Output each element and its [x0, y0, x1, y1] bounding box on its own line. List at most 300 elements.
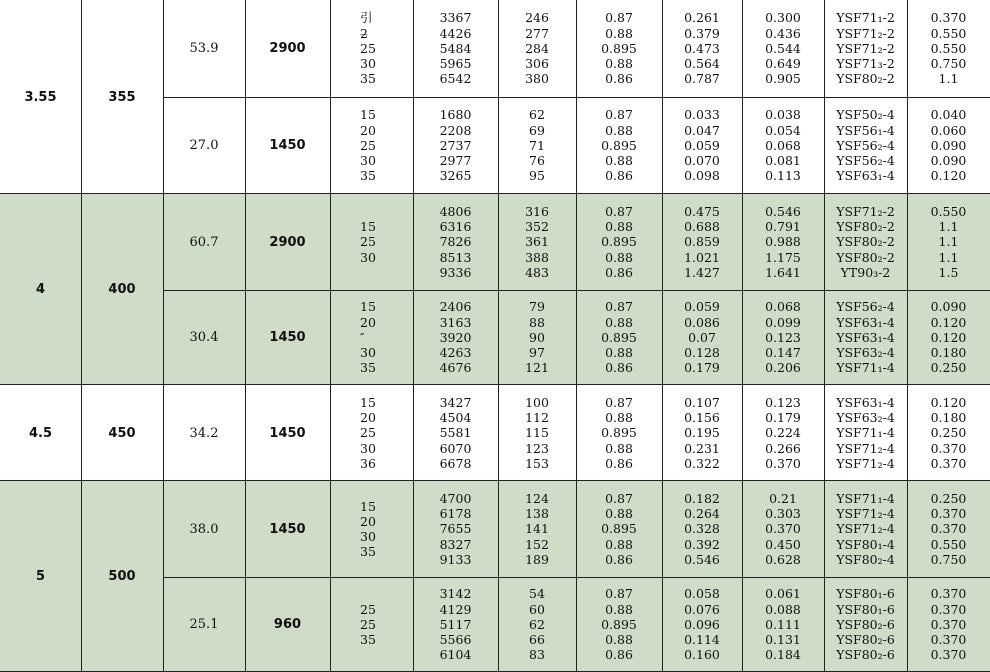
efficiency-values-line: 0.88: [605, 122, 633, 138]
motor-model-values-line: YSF80₁-6: [836, 586, 895, 602]
efficiency-values-line: 0.895: [601, 137, 637, 153]
shaft-power-values-line: 0.328: [684, 521, 720, 537]
efficiency-values-line: 0.86: [605, 168, 633, 184]
motor-model-values-line: YSF80₂-2: [836, 71, 895, 87]
efficiency-values-line: 0.88: [605, 440, 633, 456]
efficiency-values-line: 0.87: [605, 394, 633, 410]
blade-angles-line: 20: [360, 513, 376, 529]
pressure-values-line: 153: [525, 455, 549, 471]
shaft-power-values-line: 0.264: [684, 506, 720, 522]
pressure-values-line: 138: [525, 506, 549, 522]
blade-angles-line: 20: [360, 314, 376, 330]
motor-power-values: [907, 290, 990, 385]
efficiency-values-line: 0.86: [605, 647, 633, 663]
motor-power-values-line: 0.550: [930, 40, 967, 56]
shaft-power-values: [662, 577, 742, 672]
required-power-values: [742, 577, 824, 672]
pressure-values-line: 79: [529, 299, 545, 315]
motor-model-values-line: YSF80₁-4: [836, 536, 895, 552]
column-divider: [742, 0, 743, 194]
pressure-values-line: 112: [525, 410, 549, 426]
required-power-values-line: 0.300: [765, 10, 801, 26]
column-divider: [576, 0, 577, 194]
efficiency-values-line: 0.88: [605, 153, 633, 169]
airflow-values-line: 6104: [439, 647, 472, 663]
pressure-values-line: 62: [529, 616, 545, 632]
column-divider: [907, 0, 908, 194]
shaft-power-values: [662, 481, 742, 577]
column-divider: [662, 481, 663, 672]
blade-angles-line: 15: [360, 219, 376, 235]
motor-power-values-line: 0.250: [930, 425, 967, 441]
efficiency-values: [576, 290, 662, 385]
speed-value: 960: [273, 617, 302, 632]
motor-model-values-line: YSF71₂-4: [836, 440, 895, 456]
efficiency-values: [576, 385, 662, 481]
column-divider: [81, 481, 82, 672]
required-power-values-line: 0.988: [765, 234, 801, 250]
blade-angles-line: 20: [360, 410, 376, 426]
blade-angles-line: 30: [360, 153, 376, 169]
motor-power-values-line: 0.370: [930, 601, 967, 617]
required-power-values-line: 0.546: [765, 203, 801, 219]
efficiency-values-line: 0.88: [605, 506, 633, 522]
airflow-values: [413, 97, 498, 194]
airflow-values: [413, 0, 498, 97]
efficiency-values-line: 0.86: [605, 264, 633, 280]
motor-model-values: [824, 290, 907, 385]
efficiency-values-line: 0.895: [601, 425, 637, 441]
efficiency-values-line: 0.895: [601, 234, 637, 250]
column-divider: [662, 0, 663, 194]
airflow-values-line: 6542: [439, 71, 472, 87]
motor-model-values: [824, 194, 907, 290]
table-group: [0, 0, 990, 194]
motor-model-values-line: YSF56₂-4: [836, 153, 895, 169]
required-power-values-line: 0.179: [765, 410, 801, 426]
column-divider: [163, 385, 164, 481]
required-power-values-line: 0.123: [765, 394, 801, 410]
impeller-diameter: 4.5: [28, 425, 53, 441]
impeller-diameter: 4: [35, 282, 46, 297]
motor-power-values-line: 0.370: [930, 616, 967, 632]
speed-value: 2900: [269, 234, 306, 250]
airflow-values-line: 3367: [439, 10, 472, 26]
pressure-values-line: 115: [525, 425, 549, 441]
column-divider: [576, 481, 577, 672]
table-group: [0, 194, 990, 385]
blade-angles-line: 35: [360, 168, 376, 184]
shaft-power-values-line: 0.231: [684, 440, 720, 456]
airflow-values-line: 6070: [439, 440, 472, 456]
column-divider: [907, 385, 908, 481]
shaft-power-values-line: 1.021: [684, 249, 720, 265]
column-divider: [907, 194, 908, 385]
column-divider: [498, 481, 499, 672]
required-power-values-line: 0.370: [765, 521, 801, 537]
fan-size: 355: [108, 89, 136, 105]
speed-value: 1450: [269, 138, 306, 153]
efficiency-values-line: 0.88: [605, 314, 633, 330]
blade-angles-line: 25: [360, 425, 376, 441]
motor-model-values-line: YSF80₂-6: [836, 647, 895, 663]
efficiency-values-line: 0.88: [605, 25, 633, 41]
shaft-power-values: [662, 97, 742, 194]
motor-power-values-line: 1.1: [938, 71, 959, 87]
pressure-values-line: 352: [525, 219, 549, 235]
shaft-power-values-line: 0.475: [684, 203, 720, 219]
required-power-values: [742, 97, 824, 194]
airflow-values-line: 8513: [439, 249, 472, 265]
motor-model-values-line: YSF71₂-4: [836, 455, 895, 471]
airflow-values: [413, 577, 498, 672]
motor-power-values: [907, 97, 990, 194]
airflow-values-line: 3142: [439, 586, 472, 602]
motor-model-values-line: YSF71₁-4: [836, 425, 895, 441]
efficiency-values-line: 0.86: [605, 551, 633, 567]
blade-angles-line: 35: [360, 71, 376, 87]
airflow-values-line: 1680: [439, 107, 472, 123]
motor-power-values: [907, 0, 990, 97]
motor-power-values-line: 0.370: [930, 506, 967, 522]
motor-power-values-line: 0.370: [930, 632, 967, 648]
required-power-values-line: 0.266: [765, 440, 801, 456]
pressure-values-line: 76: [529, 153, 545, 169]
efficiency-values-line: 0.88: [605, 249, 633, 265]
efficiency-values-line: 0.87: [605, 107, 633, 123]
blade-angles: [360, 481, 413, 577]
motor-model-values-line: YSF63₁-4: [836, 394, 895, 410]
airflow-values: [413, 481, 498, 577]
airflow-values-line: 5965: [439, 56, 472, 72]
motor-model-values: [824, 481, 907, 577]
required-power-values-line: 0.061: [765, 586, 801, 602]
airflow-values-line: 6678: [439, 455, 472, 471]
pressure-values-line: 66: [529, 632, 545, 648]
motor-power-values-line: 0.120: [930, 329, 967, 345]
required-power-values-line: 0.370: [765, 455, 801, 471]
shaft-power-values-line: 0.546: [684, 551, 720, 567]
required-power-values-line: 0.081: [765, 153, 801, 169]
required-power-values-line: 0.303: [765, 506, 801, 522]
blade-angles-line: 35: [360, 544, 376, 560]
airflow-values-line: 8327: [439, 536, 472, 552]
pressure-values-line: 483: [525, 264, 549, 280]
efficiency-values-line: 0.895: [601, 40, 637, 56]
required-power-values-line: 0.123: [765, 329, 801, 345]
pressure-values-line: 189: [525, 551, 549, 567]
motor-model-values-line: YSF71₂-4: [836, 506, 895, 522]
column-divider: [163, 194, 164, 385]
motor-power-values-line: 0.550: [930, 536, 967, 552]
required-power-values-line: 0.038: [765, 107, 801, 123]
efficiency-values: [576, 577, 662, 672]
motor-model-values-line: YSF71₁-4: [836, 490, 895, 506]
pressure-values: [498, 194, 576, 290]
required-power-values-line: 1.641: [765, 264, 801, 280]
shaft-power-values-line: 0.182: [684, 490, 720, 506]
airflow-values: [413, 385, 498, 481]
motor-model-values-line: YSF63₂-4: [836, 345, 895, 361]
shaft-power-values-line: 0.033: [684, 107, 720, 123]
efficiency-values: [576, 97, 662, 194]
column-divider: [245, 385, 246, 481]
column-divider: [330, 385, 331, 481]
airflow-values-line: 4263: [439, 345, 472, 361]
efficiency-values-line: 0.88: [605, 410, 633, 426]
required-power-values-line: 0.147: [765, 345, 801, 361]
column-divider: [330, 481, 331, 672]
pressure-values-line: 71: [529, 137, 545, 153]
blade-angles-line: 30: [360, 345, 376, 361]
airflow-values-line: 6178: [439, 506, 472, 522]
motor-power-values-line: 0.180: [930, 410, 967, 426]
efficiency-values: [576, 481, 662, 577]
required-power-values-line: 0.206: [765, 360, 801, 376]
motor-power-values-line: 0.550: [930, 203, 967, 219]
motor-power-values-line: 0.550: [930, 25, 967, 41]
column-divider: [330, 194, 331, 385]
required-power-values-line: 0.905: [765, 71, 801, 87]
efficiency-values-line: 0.895: [601, 616, 637, 632]
column-divider: [81, 0, 82, 194]
blade-angles-line: 30: [360, 56, 376, 72]
airflow-values-line: 3163: [439, 314, 472, 330]
motor-model-values-line: YSF80₂-2: [836, 249, 895, 265]
airflow-values-line: 5566: [439, 632, 472, 648]
airflow-values-line: 4504: [439, 410, 472, 426]
airflow-values-line: 2208: [439, 122, 472, 138]
motor-model-values-line: YSF71₂-2: [836, 203, 895, 219]
pressure-values-line: 152: [525, 536, 549, 552]
speed-value: 1450: [269, 425, 306, 441]
airflow-values-line: 6316: [439, 219, 472, 235]
motor-power-values-line: 0.250: [930, 360, 967, 376]
efficiency-values-line: 0.88: [605, 632, 633, 648]
blade-angles: [360, 577, 413, 672]
column-divider: [245, 481, 246, 672]
motor-power-values-line: 0.040: [930, 107, 967, 123]
pressure-values-line: 306: [525, 56, 549, 72]
blade-angles-line: 15: [360, 107, 376, 123]
fan-size: 450: [108, 425, 136, 441]
motor-power-values: [907, 481, 990, 577]
required-power-values: [742, 290, 824, 385]
airflow-values-line: 3265: [439, 168, 472, 184]
motor-power-values-line: 1.1: [938, 249, 959, 265]
shaft-power-values-line: 0.688: [684, 219, 720, 235]
pressure-values-line: 54: [529, 586, 545, 602]
efficiency-values-line: 0.895: [601, 329, 637, 345]
motor-model-values-line: YSF63₁-4: [836, 329, 895, 345]
efficiency-values-line: 0.895: [601, 521, 637, 537]
required-power-values-line: 0.21: [769, 490, 797, 506]
efficiency-values-line: 0.87: [605, 490, 633, 506]
required-power-values-line: 0.054: [765, 122, 801, 138]
column-divider: [163, 0, 164, 194]
motor-model-values-line: YSF63₂-4: [836, 410, 895, 426]
motor-model-values-line: YSF56₁-4: [836, 122, 895, 138]
required-power-values-line: 0.791: [765, 219, 801, 235]
efficiency-values-line: 0.88: [605, 56, 633, 72]
pressure-values-line: 90: [529, 329, 545, 345]
motor-model-values-line: YT90₃-2: [840, 264, 891, 280]
motor-model-values-line: YSF71₃-2: [836, 56, 895, 72]
shaft-power-values-line: 0.379: [684, 25, 720, 41]
shaft-power-values-line: 0.059: [684, 137, 720, 153]
column-divider: [824, 481, 825, 672]
airflow-values-line: 4129: [439, 601, 472, 617]
impeller-diameter: 5: [35, 569, 46, 584]
airflow-values-line: 2406: [439, 299, 472, 315]
motor-power-values-line: 0.750: [930, 551, 967, 567]
efficiency-values-line: 0.87: [605, 299, 633, 315]
motor-model-values: [824, 385, 907, 481]
blade-angles-line: 30: [360, 529, 376, 544]
efficiency-values-line: 0.87: [605, 203, 633, 219]
required-power-values-line: 0.068: [765, 137, 801, 153]
pressure-values-line: 95: [529, 168, 545, 184]
pressure-values-line: 62: [529, 107, 545, 123]
column-divider: [498, 194, 499, 385]
table-group: [0, 481, 990, 672]
motor-power-values-line: 0.090: [930, 299, 967, 315]
shaft-power-values-line: 0.564: [684, 56, 720, 72]
efficiency-values: [576, 0, 662, 97]
motor-model-values-line: YSF80₂-2: [836, 219, 895, 235]
motor-model-values-line: YSF71₁-4: [836, 360, 895, 376]
motor-power-values-line: 0.120: [930, 314, 967, 330]
motor-model-values-line: YSF71₁-2: [836, 10, 895, 26]
efficiency-values-line: 0.86: [605, 71, 633, 87]
blade-angles-line: 20: [360, 122, 376, 138]
required-power-values-line: 1.175: [765, 249, 801, 265]
impeller-diameter: 3.55: [24, 89, 57, 105]
airflow-values-line: 5117: [439, 616, 472, 632]
motor-power-values-line: 0.370: [930, 455, 967, 471]
required-power-values: [742, 0, 824, 97]
airflow-values: [413, 194, 498, 290]
airflow-values-line: 9336: [439, 264, 472, 280]
motor-power-values: [907, 577, 990, 672]
pressure-values-line: 380: [525, 71, 549, 87]
flow-value: 25.1: [189, 617, 219, 632]
shaft-power-values-line: 0.261: [684, 10, 720, 26]
required-power-values-line: 0.224: [765, 425, 801, 441]
pressure-values-line: 388: [525, 249, 549, 265]
pressure-values: [498, 385, 576, 481]
shaft-power-values-line: 0.096: [684, 616, 720, 632]
motor-power-values-line: 0.250: [930, 490, 967, 506]
blade-angles: [360, 385, 413, 481]
required-power-values-line: 0.111: [765, 616, 801, 632]
motor-power-values-line: 0.120: [930, 394, 967, 410]
blade-angles-line: 35: [360, 360, 376, 376]
column-divider: [576, 385, 577, 481]
motor-power-values-line: 1.5: [938, 264, 959, 280]
column-divider: [163, 481, 164, 672]
blade-angles-line: 25: [360, 40, 376, 56]
pressure-values: [498, 0, 576, 97]
shaft-power-values: [662, 0, 742, 97]
airflow-values-line: 2977: [439, 153, 472, 169]
motor-model-values-line: YSF80₂-6: [836, 616, 895, 632]
blade-angles: [360, 194, 413, 290]
efficiency-values-line: 0.88: [605, 345, 633, 361]
motor-power-values: [907, 385, 990, 481]
motor-model-values-line: YSF80₂-6: [836, 632, 895, 648]
shaft-power-values-line: 0.098: [684, 168, 720, 184]
shaft-power-values-line: 0.086: [684, 314, 720, 330]
blade-angles-line: 25: [360, 616, 376, 632]
required-power-values: [742, 194, 824, 290]
blade-angles-line: ″: [360, 329, 365, 345]
shaft-power-values-line: 0.058: [684, 586, 720, 602]
motor-power-values-line: 0.090: [930, 153, 967, 169]
column-divider: [907, 481, 908, 672]
motor-model-values: [824, 577, 907, 672]
required-power-values-line: 0.131: [765, 632, 801, 648]
column-divider: [498, 0, 499, 194]
motor-model-values-line: YSF56₂-4: [836, 137, 895, 153]
required-power-values-line: 0.099: [765, 314, 801, 330]
fan-size: 400: [108, 282, 136, 297]
blade-angles-line: 引: [360, 10, 373, 26]
shaft-power-values-line: 0.076: [684, 601, 720, 617]
column-divider: [81, 194, 82, 385]
column-divider: [413, 481, 414, 672]
blade-angles-line: 30: [360, 249, 376, 265]
column-divider: [330, 0, 331, 194]
motor-model-values-line: YSF63₁-4: [836, 314, 895, 330]
motor-power-values-line: 0.370: [930, 440, 967, 456]
flow-value: 38.0: [189, 521, 219, 537]
blade-angles-line: 25: [360, 234, 376, 250]
motor-power-values-line: 0.090: [930, 137, 967, 153]
shaft-power-values: [662, 290, 742, 385]
airflow-values-line: 5581: [439, 425, 472, 441]
efficiency-values-line: 0.86: [605, 455, 633, 471]
column-divider: [498, 385, 499, 481]
shaft-power-values: [662, 194, 742, 290]
efficiency-values-line: 0.88: [605, 536, 633, 552]
column-divider: [662, 385, 663, 481]
column-divider: [742, 385, 743, 481]
pressure-values-line: 124: [525, 490, 549, 506]
shaft-power-values-line: 0.047: [684, 122, 720, 138]
speed-value: 2900: [269, 41, 306, 56]
required-power-values-line: 0.068: [765, 299, 801, 315]
required-power-values-line: 0.450: [765, 536, 801, 552]
shaft-power-values-line: 0.070: [684, 153, 720, 169]
motor-power-values-line: 0.370: [930, 647, 967, 663]
blade-angles-line: 15: [360, 299, 376, 315]
motor-model-values: [824, 97, 907, 194]
motor-model-values-line: YSF71₂-2: [836, 25, 895, 41]
pressure-values: [498, 481, 576, 577]
required-power-values-line: 0.088: [765, 601, 801, 617]
pressure-values-line: 60: [529, 601, 545, 617]
shaft-power-values-line: 1.427: [684, 264, 720, 280]
column-divider: [245, 194, 246, 385]
motor-power-values-line: 0.120: [930, 168, 967, 184]
flow-value: 60.7: [189, 234, 219, 250]
airflow-values-line: 4676: [439, 360, 472, 376]
pressure-values-line: 246: [525, 10, 549, 26]
motor-power-values-line: 1.1: [938, 234, 959, 250]
speed-value: 1450: [269, 521, 306, 537]
required-power-values: [742, 481, 824, 577]
